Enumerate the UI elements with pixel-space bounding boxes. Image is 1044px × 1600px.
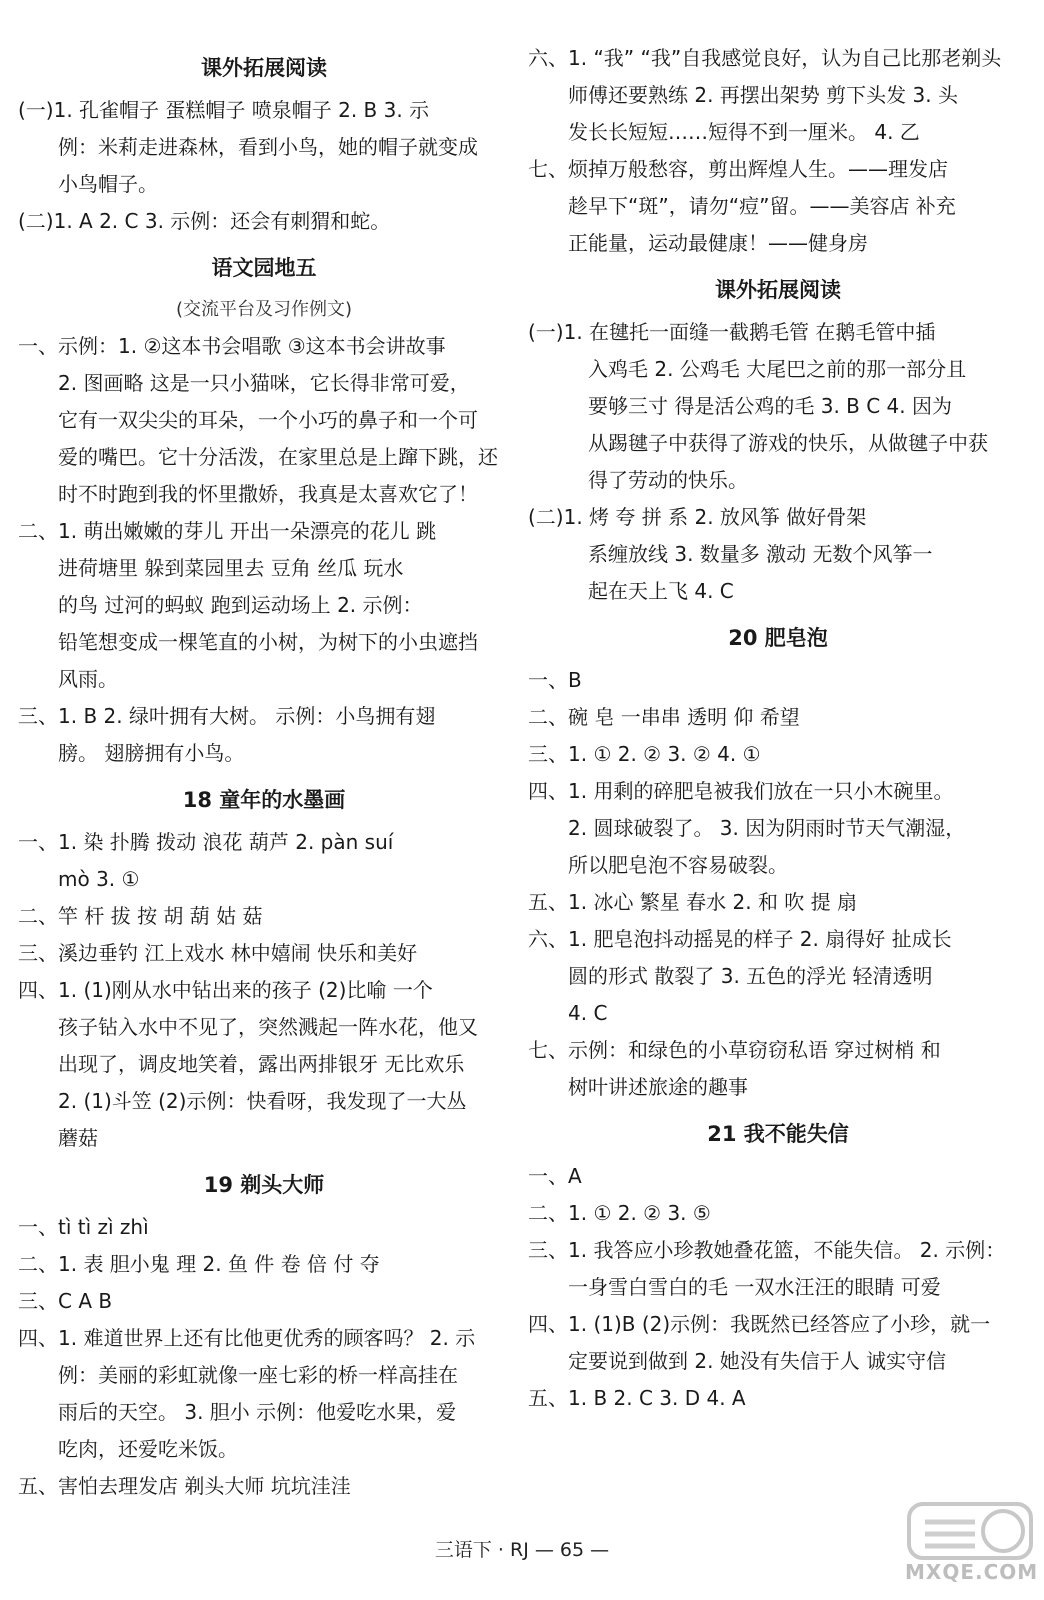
answer-line: (二)1. A 2. C 3. 示例：还会有刺猬和蛇。 [18,209,391,233]
answer-line: (二)1. 烤 夸 拼 系 2. 放风筝 做好骨架 [528,505,867,529]
answer-line: 二、竿 杆 拔 按 胡 葫 姑 菇 [18,904,263,928]
answer-line: 圆的形式 散裂了 3. 五色的浮光 轻清透明 [568,964,933,988]
answer-line: 例：米莉走进森林，看到小鸟，她的帽子就变成 [58,135,478,159]
answer-line: 三、1. 我答应小珍教她叠花篮，不能失信。 2. 示例： [528,1238,1006,1262]
answer-line: 蘑菇 [58,1126,98,1150]
answer-line: 四、1. (1)刚从水中钻出来的孩子 (2)比喻 一个 [18,978,433,1002]
answer-line: (一)1. 孔雀帽子 蛋糕帽子 喷泉帽子 2. B 3. 示 [18,98,430,122]
answer-line: 树叶讲述旅途的趣事 [568,1075,748,1099]
answer-line: 例：美丽的彩虹就像一座七彩的桥一样高挂在 [58,1363,458,1387]
answer-line: mò 3. ① [58,867,140,891]
answer-line: 三、溪边垂钓 江上戏水 林中嬉闹 快乐和美好 [18,941,418,965]
answer-line: 小鸟帽子。 [58,172,158,196]
section-heading: 19 剃头大师 [203,1173,325,1197]
answer-line: 二、1. ① 2. ② 3. ⑤ [528,1201,711,1225]
answer-line: 六、1. “我” “我”自我感觉良好，认为自己比那老剃头 [528,46,1002,70]
answer-line: 定要说到做到 2. 她没有失信于人 诚实守信 [568,1349,947,1373]
answer-line: (一)1. 在毽托一面缝一截鹅毛管 在鹅毛管中插 [528,320,936,344]
section-heading: 语文园地五 [211,256,317,280]
answer-line: 入鸡毛 2. 公鸡毛 大尾巴之前的那一部分且 [588,357,967,381]
answer-line: 2. 图画略 这是一只小猫咪，它长得非常可爱， [58,371,470,395]
section-heading: 20 肥皂泡 [728,626,828,650]
answer-line: 二、1. 萌出嫩嫩的芽儿 开出一朵漂亮的花儿 跳 [18,519,437,543]
answer-line: 爱的嘴巴。它十分活泼，在家里总是上蹿下跳，还 [58,445,498,469]
answer-line: 时不时跑到我的怀里撒娇，我真是太喜欢它了！ [58,482,478,506]
answer-line: 五、害怕去理发店 剃头大师 坑坑洼洼 [18,1474,351,1498]
right-column [528,40,1028,1417]
answer-line: 一、tì tì zì zhì [18,1215,149,1239]
watermark-seal-icon [905,1498,1035,1562]
section-heading: 课外拓展阅读 [201,56,327,80]
answer-line: 要够三寸 得是活公鸡的毛 3. B C 4. 因为 [588,394,952,418]
answer-line: 四、1. 难道世界上还有比他更优秀的顾客吗？ 2. 示 [18,1326,476,1350]
answer-line: 三、1. B 2. 绿叶拥有大树。 示例：小鸟拥有翅 [18,704,436,728]
answer-line: 所以肥皂泡不容易破裂。 [568,853,788,877]
section-subtitle: (交流平台及习作例文) [175,299,353,320]
watermark-logo [905,1498,1039,1594]
answer-line: 进荷塘里 躲到菜园里去 豆角 丝瓜 玩水 [58,556,404,580]
left-column [18,40,510,1505]
answer-line: 师傅还要熟练 2. 再摆出架势 剪下头发 3. 头 [568,83,958,107]
answer-line: 膀。 翅膀拥有小鸟。 [58,741,245,765]
answer-line: 出现了，调皮地笑着，露出两排银牙 无比欢乐 [58,1052,465,1076]
answer-line: 从踢毽子中获得了游戏的快乐，从做毽子中获 [588,431,988,455]
answer-line: 三、C A B [18,1289,113,1313]
answer-line: 二、碗 皂 一串串 透明 仰 希望 [528,705,800,729]
answer-line: 铅笔想变成一棵笔直的小树，为树下的小虫遮挡 [58,630,478,654]
answer-line: 正能量，运动最健康！——健身房 [568,231,868,255]
section-heading: 21 我不能失信 [707,1122,849,1146]
answer-line: 孩子钻入水中不见了，突然溅起一阵水花，他又 [58,1015,478,1039]
answer-line: 2. (1)斗笠 (2)示例：快看呀，我发现了一大丛 [58,1089,467,1113]
answer-line: 七、烦掉万般愁容，剪出辉煌人生。——理发店 [528,157,948,181]
answer-line: 四、1. (1)B (2)示例：我既然已经答应了小珍，就一 [528,1312,991,1336]
answer-line: 起在天上飞 4. C [588,579,734,603]
answer-line: 二、1. 表 胆小鬼 理 2. 鱼 件 卷 倍 付 夺 [18,1252,380,1276]
answer-line: 三、1. ① 2. ② 3. ② 4. ① [528,742,761,766]
page-footer: 三语下 · RJ — 65 — [434,1539,610,1561]
watermark-text: MXQE.COM [905,1560,1039,1584]
answer-line: 一、B [528,668,582,692]
answer-line: 四、1. 用剩的碎肥皂被我们放在一只小木碗里。 [528,779,954,803]
answer-line: 发长长短短……短得不到一厘米。 4. 乙 [568,120,920,144]
answer-line: 七、示例：和绿色的小草窃窃私语 穿过树梢 和 [528,1038,941,1062]
section-heading: 18 童年的水墨画 [182,788,346,812]
answer-line: 得了劳动的快乐。 [588,468,748,492]
answer-line: 吃肉，还爱吃米饭。 [58,1437,238,1461]
answer-line: 一身雪白雪白的毛 一双水汪汪的眼睛 可爱 [568,1275,941,1299]
answer-line: 五、1. 冰心 繁星 春水 2. 和 吹 提 扇 [528,890,858,914]
answer-line: 一、A [528,1164,582,1188]
answer-line: 2. 圆球破裂了。 3. 因为阴雨时节天气潮湿， [568,816,966,840]
answer-line: 系缠放线 3. 数量多 激动 无数个风筝一 [588,542,933,566]
answer-line: 4. C [568,1001,608,1025]
section-heading: 课外拓展阅读 [715,278,841,302]
answer-line: 一、1. 染 扑腾 拨动 浪花 葫芦 2. pàn suí [18,830,394,854]
answer-line: 趁早下“斑”，请勿“痘”留。——美容店 补充 [568,194,956,218]
answer-line: 它有一双尖尖的耳朵，一个小巧的鼻子和一个可 [58,408,478,432]
answer-line: 一、示例：1. ②这本书会唱歌 ③这本书会讲故事 [18,334,446,358]
answer-line: 的鸟 过河的蚂蚁 跑到运动场上 2. 示例： [58,593,423,617]
answer-line: 五、1. B 2. C 3. D 4. A [528,1386,746,1410]
answer-line: 雨后的天空。 3. 胆小 示例：他爱吃水果，爱 [58,1400,457,1424]
answer-line: 风雨。 [58,667,118,691]
answer-line: 六、1. 肥皂泡抖动摇晃的样子 2. 扇得好 扯成长 [528,927,952,951]
